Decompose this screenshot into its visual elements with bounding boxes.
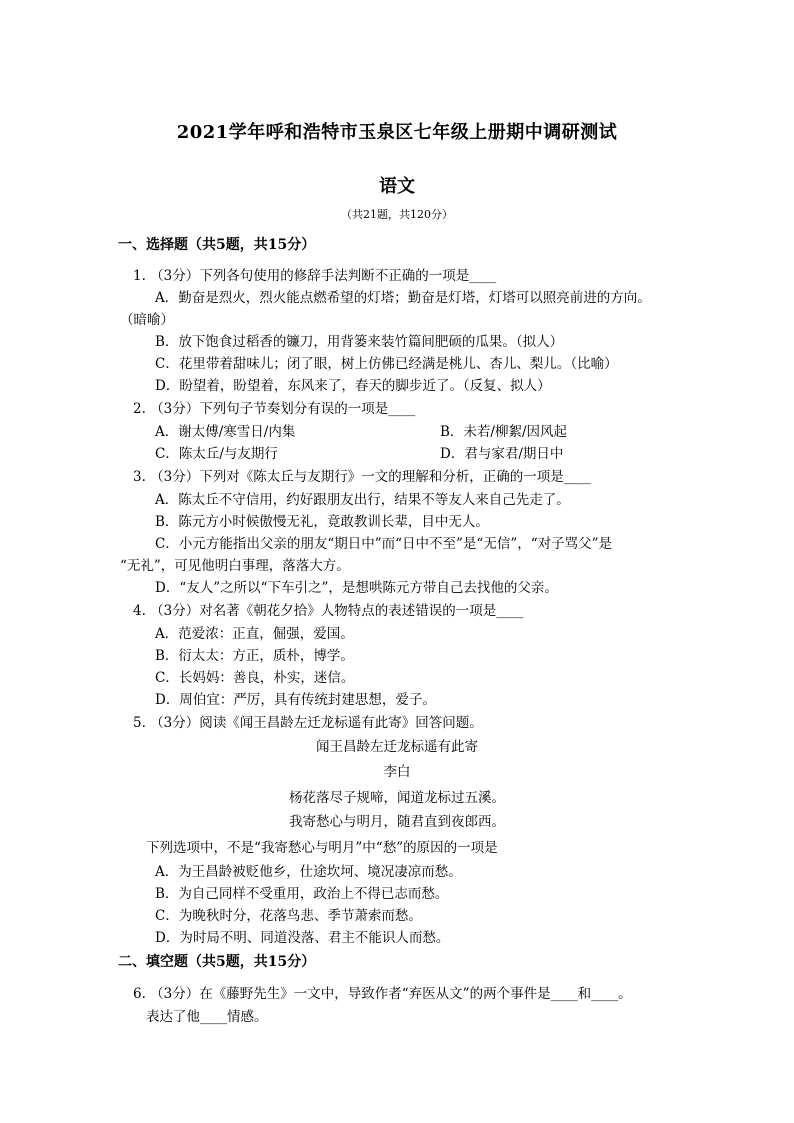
poem-author: 李白 (383, 764, 411, 780)
poem-title: 闻王昌龄左迁龙标遥有此寄 (316, 739, 478, 755)
question-5-option-a: A．为王昌龄被贬他乡，仕途坎坷、境况凄凉而愁。 (155, 864, 462, 880)
subject-title: 语文 (379, 176, 415, 197)
question-2-option-a: A．谢太傅/寒雪日/内集 (155, 424, 296, 440)
question-1-option-a-cont: （暗喻） (120, 312, 174, 328)
question-4-option-b: B．衍太太：方正，质朴，博学。 (155, 648, 354, 664)
section-heading-choice: 一、选择题（共5题，共15分） (118, 237, 316, 253)
question-3-option-d: D．“友人”之所以“下车引之”，是想哄陈元方带自己去找他的父亲。 (155, 580, 558, 596)
question-1-option-d: D．盼望着，盼望着，东风来了，春天的脚步近了。（反复、拟人） (155, 378, 551, 394)
question-6-line-1: 6. （3分）在《藤野先生》一文中，导致作者“弃医从文”的两个事件是____和____。 (133, 986, 632, 1002)
question-1-option-a: A．勤奋是烈火，烈火能点燃希望的灯塔；勤奋是灯塔，灯塔可以照亮前进的方向。 (155, 290, 651, 306)
question-5-option-b: B．为自己同样不受重用，政治上不得已志而愁。 (155, 886, 449, 902)
question-4-option-c: C．长妈妈：善良，朴实，迷信。 (155, 670, 355, 686)
question-3-option-c: C．小元方能指出父亲的朋友“期日中”而“日中不至”是“无信”，“对子骂父”是 (155, 536, 613, 552)
question-2-option-d: D．君与家君/期日中 (440, 446, 564, 462)
question-2-stem: 2. （3分）下列句子节奏划分有误的一项是____ (133, 401, 416, 417)
question-3-stem: 3. （3分）下列对《陈太丘与友期行》一文的理解和分析，正确的一项是____ (133, 469, 591, 485)
question-5-option-d: D．为时局不明、同道没落、君主不能识人而愁。 (155, 930, 450, 946)
section-heading-fill: 二、填空题（共5题，共15分） (118, 954, 316, 970)
question-5-option-c: C．为晚秋时分，花落鸟悲、季节萧索而愁。 (155, 908, 422, 924)
question-1-option-c: C．花里带着甜味儿；闭了眼，树上仿佛已经满是桃儿、杏儿、梨儿。（比喻） (155, 356, 618, 372)
question-4-option-d: D．周伯宜：严厉，具有传统封建思想，爱子。 (155, 692, 436, 708)
question-1-stem: 1. （3分）下列各句使用的修辞手法判断不正确的一项是____ (133, 268, 497, 284)
question-2-option-c: C．陈太丘/与友期行 (155, 446, 278, 462)
question-4-option-a: A．范爱浓：正直，倔强，爱国。 (155, 626, 354, 642)
page-title: 2021学年呼和浩特市玉泉区七年级上册期中调研测试 (176, 122, 618, 143)
exam-summary: （共21题，共120分） (341, 208, 453, 221)
poem-line-1: 杨花落尽子规啼，闻道龙标过五溪。 (289, 790, 505, 806)
poem-line-2: 我寄愁心与明月，随君直到夜郎西。 (289, 814, 505, 830)
question-2-option-b: B．未若/柳絮/因风起 (440, 424, 568, 440)
question-3-option-c-cont: “无礼”，可见他明白事理，落落大方。 (120, 558, 350, 574)
question-5-stem: 5. （3分）阅读《闻王昌龄左迁龙标遥有此寄》回答问题。 (133, 715, 483, 731)
question-1-option-b: B．放下饱食过稻香的镰刀，用背篓来装竹篇间肥硕的瓜果。（拟人） (155, 334, 564, 350)
question-3-option-b: B．陈元方小时候傲慢无礼，竟敢教训长辈，目中无人。 (155, 514, 489, 530)
question-6-line-2: 表达了他____情感。 (146, 1009, 268, 1025)
question-4-stem: 4. （3分）对名著《朝花夕拾》人物特点的表述错误的一项是____ (133, 603, 524, 619)
question-5-prompt: 下列选项中，不是“我寄愁心与明月”中“愁”的原因的一项是 (146, 840, 498, 856)
question-3-option-a: A．陈太丘不守信用，约好跟朋友出行，结果不等友人来自己先走了。 (155, 492, 570, 508)
